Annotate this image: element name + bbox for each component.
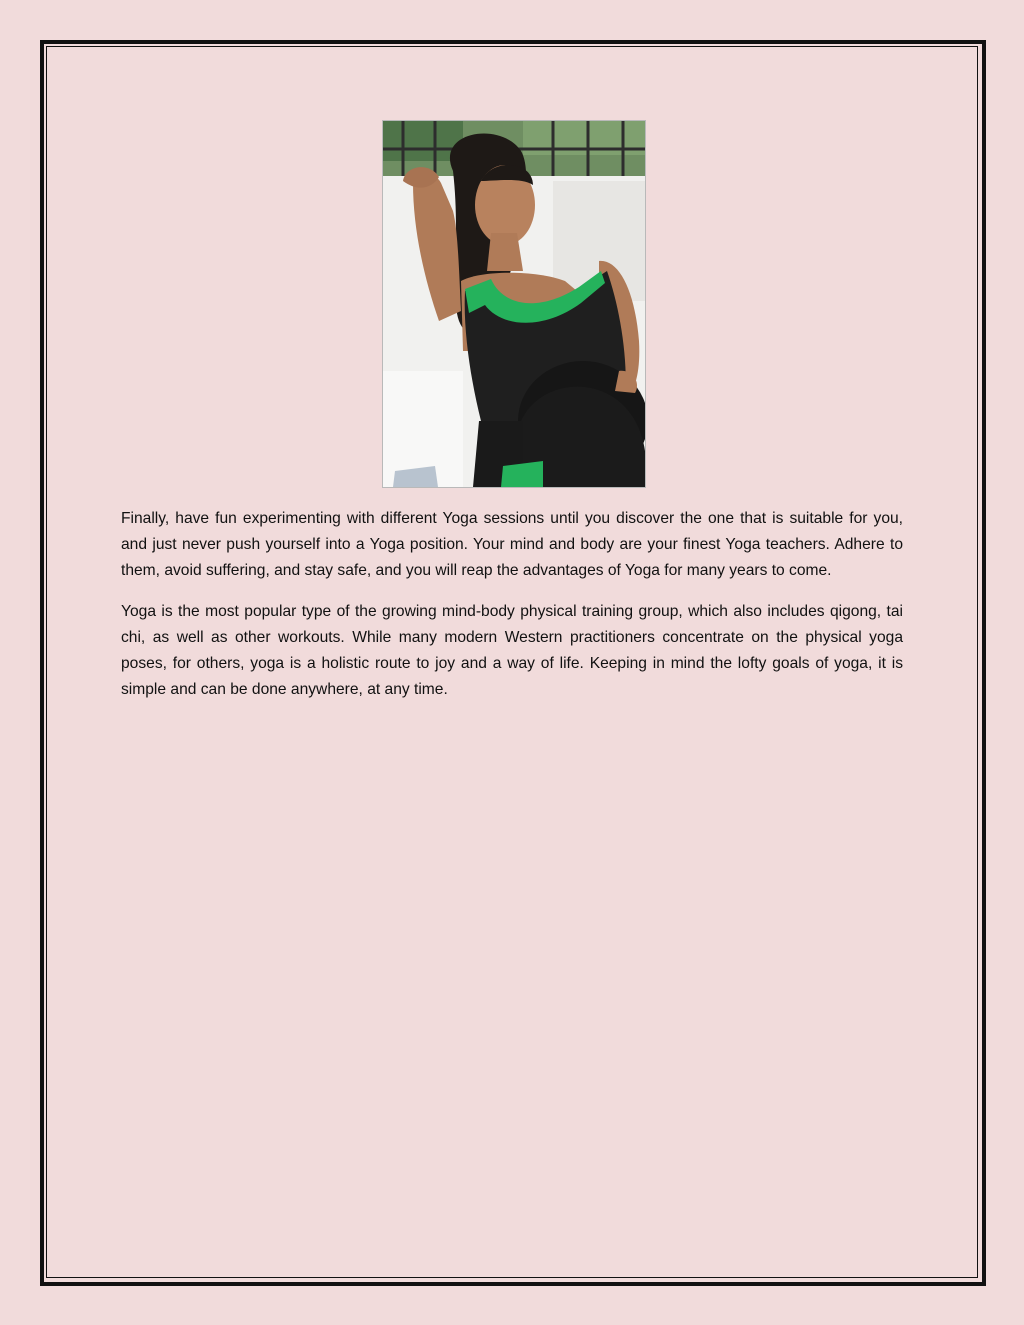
yoga-photo-illustration (383, 121, 645, 487)
paragraph: Finally, have fun experimenting with different Yoga sessions until you discover the one that is suitable for you, and just never push yourself into a Yoga position. Your mind and body are your finest Yoga teachers. Adhere to them, avoid suffering, and stay safe, and you will reap the advantages of Yoga for many years to come. (121, 510, 903, 579)
document-body (121, 506, 903, 719)
paragraph: Yoga is the most popular type of the growing mind-body physical training group, which also includes qigong, tai chi, as well as other workouts. While many modern Western practitioners concentrate on the physical yoga poses, for others, yoga is a holistic route to joy and a way of life. Keeping in mind the lofty goals of yoga, it is simple and can be done anywhere, at any time. (121, 603, 903, 698)
yoga-photo (382, 120, 646, 488)
